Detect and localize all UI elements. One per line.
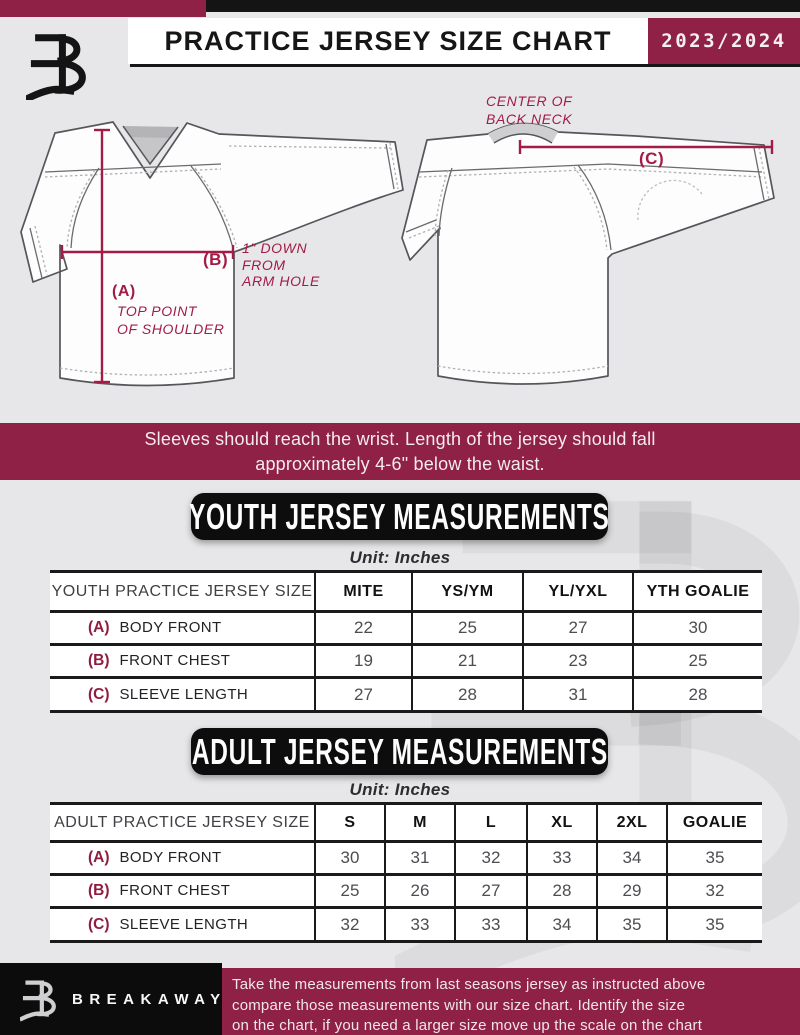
table-row: (A) BODY FRONT 22 25 27 30 xyxy=(50,612,762,645)
footer-note-line: compare those measurements with our size chart. Identify the size xyxy=(232,996,686,1014)
adult-size-table xyxy=(50,802,762,943)
youth-section-title: YOUTH JERSEY MEASUREMENTS xyxy=(189,495,610,537)
back-jersey-body xyxy=(402,123,774,384)
table-row: (C) SLEEVE LENGTH 27 28 31 28 xyxy=(50,678,762,712)
footer-note-line: on the chart, if you need a larger size move up the scale on the chart xyxy=(232,1017,703,1034)
fit-note-line: approximately 4-6" below the waist. xyxy=(255,453,545,474)
footer-brand xyxy=(20,976,227,1022)
adult-section-title: ADULT JERSEY MEASUREMENTS xyxy=(191,730,608,772)
label-b-note: 1" DOWN FROM ARM HOLE xyxy=(242,240,320,289)
footer-note-line: Take the measurements from last seasons jersey as instructed above xyxy=(232,976,706,993)
season-badge xyxy=(648,18,800,64)
table-row: (B) FRONT CHEST 25 26 27 28 29 32 xyxy=(50,875,762,908)
youth-size-table xyxy=(50,570,762,713)
back-jersey-diagram xyxy=(400,88,790,400)
table-row: (B) FRONT CHEST 19 21 23 25 xyxy=(50,645,762,678)
brand-name: BREAKAWAY xyxy=(72,990,227,1008)
label-a-tag: (A) xyxy=(112,283,136,300)
front-neck-shadow xyxy=(123,126,178,138)
breakaway-logo-small-icon xyxy=(20,976,62,1022)
label-c-note: CENTER OF BACK NECK xyxy=(486,93,573,127)
table-row: (C) SLEEVE LENGTH 32 33 33 34 35 35 xyxy=(50,908,762,942)
footer-instructions xyxy=(222,968,800,1035)
season-text: 2023/2024 xyxy=(661,30,787,52)
label-a-note: TOP POINT OF SHOULDER xyxy=(117,303,225,337)
breakaway-logo-icon xyxy=(26,30,96,100)
label-c-tag: (C) xyxy=(639,149,665,168)
top-maroon-bar xyxy=(0,0,206,17)
page-title-box xyxy=(128,18,648,64)
adult-section-header xyxy=(191,728,608,775)
fit-note-banner xyxy=(0,423,800,480)
youth-section-header xyxy=(191,493,608,540)
page-title: PRACTICE JERSEY SIZE CHART xyxy=(164,25,612,56)
table-row: (A) BODY FRONT 30 31 32 33 34 35 xyxy=(50,842,762,875)
youth-unit-label: Unit: Inches xyxy=(349,548,451,567)
adult-table-header-row: ADULT PRACTICE JERSEY SIZE S M L XL 2XL GOALIE xyxy=(50,804,762,842)
adult-unit-label: Unit: Inches xyxy=(349,780,451,799)
label-b-tag: (B) xyxy=(203,250,229,269)
youth-table-header-row: YOUTH PRACTICE JERSEY SIZE MITE YS/YM YL/YXL YTH GOALIE xyxy=(50,572,762,612)
fit-note-line: Sleeves should reach the wrist. Length of the jersey should fall xyxy=(144,428,656,449)
top-black-bar xyxy=(203,0,800,12)
